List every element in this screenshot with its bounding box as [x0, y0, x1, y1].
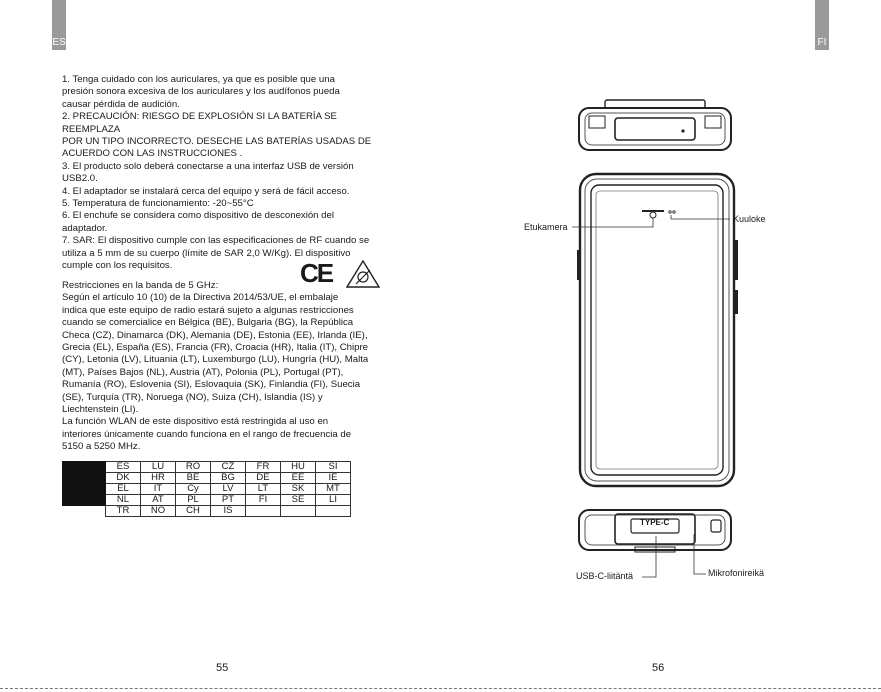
earpiece-label: Kuuloke [733, 214, 766, 224]
country-code: NO [141, 506, 176, 517]
safety-instructions-text: 1. Tenga cuidado con los auriculares, ya que es posible que una presión sonora excesiva de los auriculares y los audífonos pueda causar pérdida de audición. 2. PRECAUCIÓN: RIESGO DE EXPLOSIÓN SI LA BATERÍA SE REEMPLAZA POR UN TIPO INCORRECTO. DESECHE LAS BATERÍAS USADAS DE ACUERDO CON LAS INSTRUCCIONES . 3. El producto solo deberá conectarse a una interfaz USB de versión USB2.0. 4. El adaptador se instalará cerca del equipo y será de fácil acceso. 5. Temperatura de funcionamiento: -20~55°C 6. El enchufe se considera como dispositivo de desconexión del adaptador. 7. SAR: El dispositivo cumple con las especificaciones de RF cuando se utiliza a 5 mm de su cuerpo (límite de SAR 2,0 W/Kg). El dispositivo cumple con los requisitos. [62, 74, 372, 272]
country-code: EE [281, 473, 316, 484]
language-tab-label: FI [817, 37, 827, 48]
page-number-left: 55 [216, 662, 229, 674]
country-code: LU [141, 462, 176, 473]
country-code: FR [246, 462, 281, 473]
country-code: HR [141, 473, 176, 484]
ce-mark: CE [300, 258, 333, 288]
country-code: DK [106, 473, 141, 484]
country-code: AT [141, 495, 176, 506]
country-code: LI [316, 495, 351, 506]
language-tab-label: ES [52, 37, 66, 48]
country-code: CZ [211, 462, 246, 473]
type-c-label: TYPE-C [640, 518, 670, 527]
country-code: IS [211, 506, 246, 517]
country-code: TR [106, 506, 141, 517]
microphone-label: Mikrofonireikä [708, 568, 765, 578]
country-code: RO [176, 462, 211, 473]
country-code: SE [281, 495, 316, 506]
band-restrictions-text: Restricciones en la banda de 5 GHz: Según el artículo 10 (10) de la Directiva 2014/53/UE, el embalaje indica que este equipo de radio estará sujeto a algunas restricciones cuando se comercialice en Bélgica (BE), Bulgaria (BG), la República Checa (CZ), Dinamarca (DK), Alemania (DE), Estonia (EE), Irlanda (IE), Grecia (EL), España (ES), Francia (FR), Croacia (HR), Italia (IT), Chipre (CY), Letonia (LV), Lituania (LT), Luxemburgo (LU), Hungría (HU), Malta (MT), Países Bajos (NL), Austria (AT), Polonia (PL), Portugal (PT), Rumanía (RO), Eslovenia (SI), Eslovaquia (SK), Finlandia (FI), Suecia (SE), Turquía (TR), Noruega (NO), Suiza (CH), Islandia (IS) y Liechtenstein (LI). La función WLAN de este dispositivo está restringida al uso en interiores únicamente cuando funciona en el rango de frecuencia de 5150 a 5250 MHz. [62, 280, 369, 453]
country-code: PL [176, 495, 211, 506]
front-camera-label: Etukamera [524, 222, 568, 232]
country-code: SK [281, 484, 316, 495]
usb-port-label: USB-C-liitäntä [576, 571, 634, 581]
country-code: HU [281, 462, 316, 473]
country-code: PT [211, 495, 246, 506]
country-code: LV [211, 484, 246, 495]
country-code: ES [106, 462, 141, 473]
country-code: NL [106, 495, 141, 506]
country-code: BE [176, 473, 211, 484]
country-code: FI [246, 495, 281, 506]
country-code: IE [316, 473, 351, 484]
country-code: LT [246, 484, 281, 495]
country-code: DE [246, 473, 281, 484]
country-code: CH [176, 506, 211, 517]
country-code: EL [106, 484, 141, 495]
country-code: MT [316, 484, 351, 495]
country-code: BG [211, 473, 246, 484]
page-bottom-rule [0, 688, 881, 689]
country-code: SI [316, 462, 351, 473]
country-code: IT [141, 484, 176, 495]
page-number-right: 56 [652, 662, 665, 674]
country-code: Cy [176, 484, 211, 495]
